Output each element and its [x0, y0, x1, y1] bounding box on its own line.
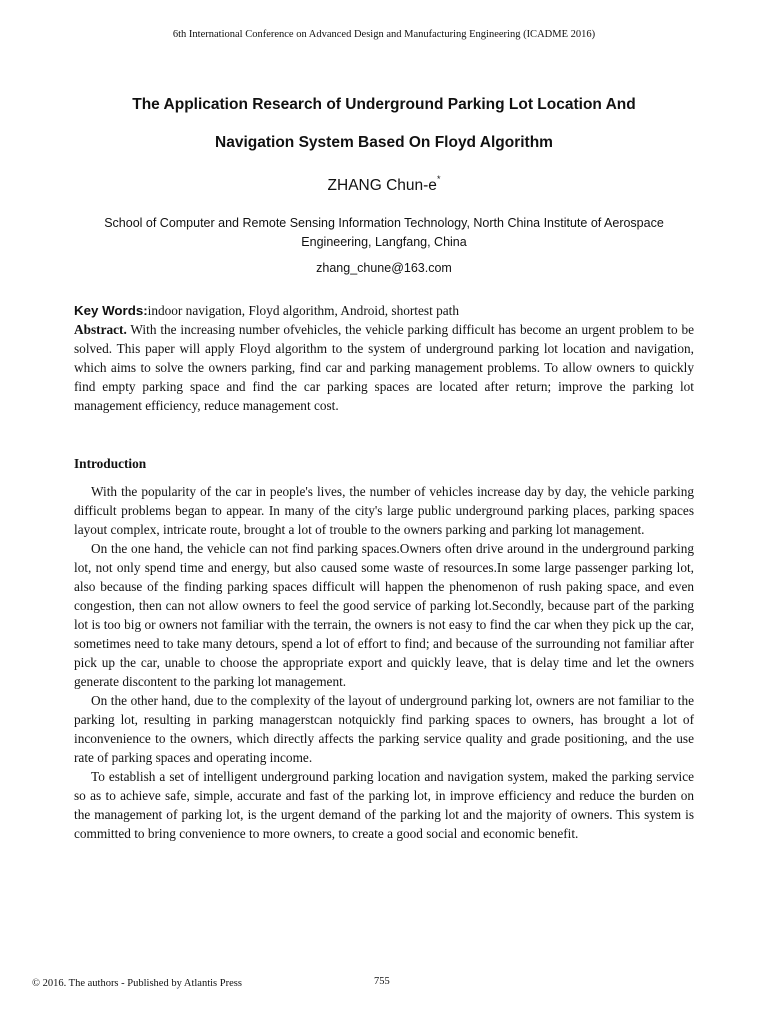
conference-header: 6th International Conference on Advanced Design and Manufacturing Engineering (ICADME 2016)	[172, 29, 596, 40]
paper-title-line-1: The Application Research of Underground Parking Lot Location And	[132, 96, 636, 113]
abstract	[74, 320, 694, 415]
abstract-label: Abstract.	[74, 322, 127, 337]
keywords	[74, 301, 694, 320]
author-mark: *	[436, 174, 441, 184]
abstract-text: With the increasing number ofvehicles, the vehicle parking difficult has become an urgent problem to be solved. This paper will apply Floyd algorithm to the system of underground parking lot location and navigation, which aims to solve the owners parking, find car and parking management problems. To allow owners to quickly find empty parking space and find the car parking spaces are located after return; improve the parking lot management efficiency, reduce management cost.	[74, 322, 694, 413]
section-heading-introduction: Introduction	[74, 456, 147, 471]
author-name: ZHANG Chun-e	[327, 177, 437, 195]
keywords-label: Key Words:	[74, 303, 148, 318]
paper-title-line-2: Navigation System Based On Floyd Algorithm	[215, 134, 553, 151]
intro-paragraph: To establish a set of intelligent underground parking location and navigation system, maked the parking service so as to achieve safe, simple, accurate and fast of the parking lot, in improve efficiency and reduce the burden on the management of parking lot, is the urgent demand of the parking lot and the majority of owners. This system is committed to bring convenience to more owners, to create a good social and economic benefit.	[74, 769, 694, 841]
intro-paragraph: With the popularity of the car in people's lives, the number of vehicles increase day by day, the vehicle parking difficult problems began to appear. In many of the city's large public underground parking places, parking spaces layout complex, intricate route, brought a lot of trouble to the owners parking and parking lot management.	[74, 484, 694, 537]
author-email: zhang_chune@163.com	[316, 261, 452, 275]
affiliation: School of Computer and Remote Sensing Information Technology, North China Institute of Aerospace Engineering, Langfang, China	[104, 216, 664, 249]
author	[0, 176, 768, 195]
intro-paragraph: On the other hand, due to the complexity of the layout of underground parking lot, owners are not familiar to the parking lot, resulting in parking managerstcan notquickly find parking spaces to owners, has brought a lot of inconvenience to the owners, which directly affects the parking service quality and grade positioning, and the use rate of parking spaces and operating income.	[74, 693, 694, 765]
keywords-text: indoor navigation, Floyd algorithm, Android, shortest path	[147, 303, 459, 318]
introduction-body	[74, 482, 694, 843]
intro-paragraph: On the one hand, the vehicle can not find parking spaces.Owners often drive around in the underground parking lot, not only spend time and energy, but also caused some waste of resources.In some large passenger parking lot, also because of the finding parking spaces difficult will happen the phenomenon of rush paking space, and even congestion, then can not allow owners to feel the good service of parking lot.Secondly, because part of the parking lot is too big or owners not familiar with the terrain, the owners is not easy to find the car when they pick up the car, sometimes need to take many detours, spend a lot of effort to find; and because of the surrounding not familiar after pick up the car, unable to choose the appropriate export and quickly leave, that is delay time and let the owners generate discontent to the parking lot management.	[74, 541, 694, 689]
copyright-footer: © 2016. The authors - Published by Atlantis Press	[32, 978, 242, 989]
page-number: 755	[374, 976, 390, 987]
